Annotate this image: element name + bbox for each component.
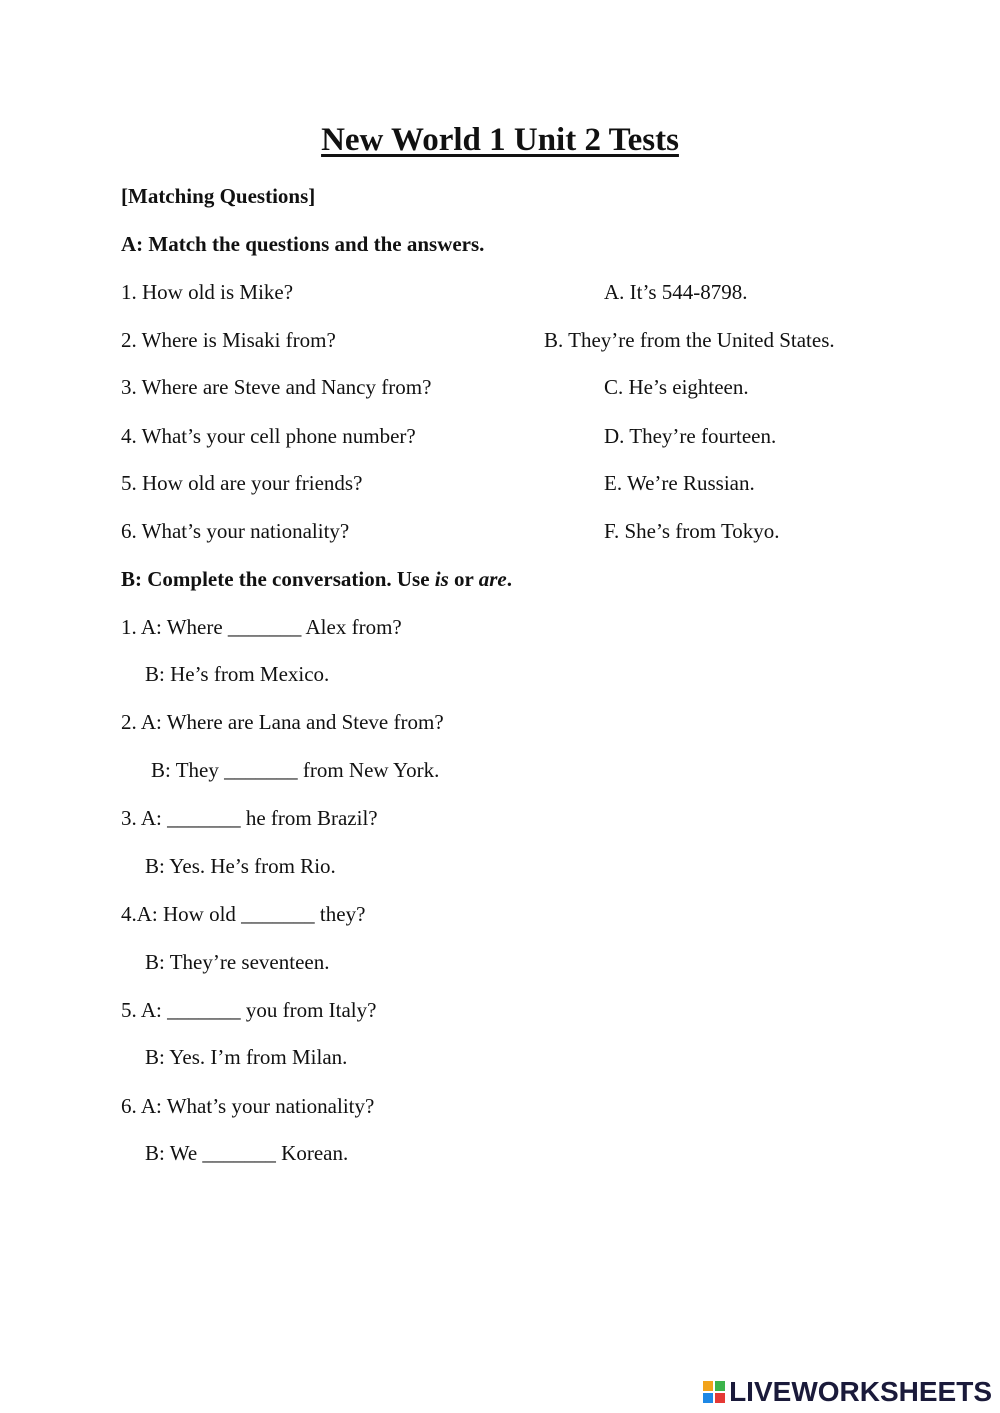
conversation-line: B: They’re seventeen. (145, 950, 330, 974)
answer-d: D. They’re fourteen. (604, 424, 777, 448)
conversation-line: B: He’s from Mexico. (145, 662, 330, 686)
conversation-line: 1. A: Where _______ Alex from? (121, 615, 402, 639)
conversation-line: 3. A: _______ he from Brazil? (121, 806, 378, 830)
logo-square-icon (715, 1393, 725, 1403)
logo-square-icon (703, 1381, 713, 1391)
conversation-line: 6. A: What’s your nationality? (121, 1094, 375, 1118)
question-6: 6. What’s your nationality? (121, 519, 350, 543)
instruction-prefix: B: Complete the conversation. Use (121, 567, 435, 591)
question-2: 2. Where is Misaki from? (121, 328, 336, 352)
question-3: 3. Where are Steve and Nancy from? (121, 375, 432, 399)
answer-a: A. It’s 544-8798. (604, 280, 748, 304)
word-or: or (448, 567, 479, 591)
answer-c: C. He’s eighteen. (604, 375, 749, 399)
logo-square-icon (715, 1381, 725, 1391)
logo-square-icon (703, 1393, 713, 1403)
part-a-instruction: A: Match the questions and the answers. (121, 232, 485, 256)
liveworksheets-logo[interactable] (703, 1376, 992, 1407)
conversation-line: 2. A: Where are Lana and Steve from? (121, 710, 444, 734)
page-title: New World 1 Unit 2 Tests (321, 122, 679, 158)
word-is: is (434, 567, 449, 591)
part-b-instruction (121, 569, 512, 590)
instruction-suffix: . (506, 567, 512, 591)
conversation-line: 5. A: _______ you from Italy? (121, 998, 377, 1022)
question-5: 5. How old are your friends? (121, 471, 363, 495)
answer-f: F. She’s from Tokyo. (604, 519, 780, 543)
question-1: 1. How old is Mike? (121, 280, 294, 304)
conversation-line: B: Yes. He’s from Rio. (145, 854, 336, 878)
question-4: 4. What’s your cell phone number? (121, 424, 416, 448)
section-heading: [Matching Questions] (121, 184, 316, 208)
conversation-line: B: Yes. I’m from Milan. (145, 1045, 348, 1069)
logo-grid-icon (703, 1381, 725, 1403)
answer-e: E. We’re Russian. (604, 471, 755, 495)
logo-text: LIVEWORKSHEETS (729, 1376, 992, 1407)
conversation-line: B: We _______ Korean. (145, 1141, 349, 1165)
answer-b: B. They’re from the United States. (544, 328, 835, 352)
word-are: are (478, 567, 507, 591)
conversation-line: 4.A: How old _______ they? (121, 902, 366, 926)
conversation-line: B: They _______ from New York. (151, 758, 440, 782)
